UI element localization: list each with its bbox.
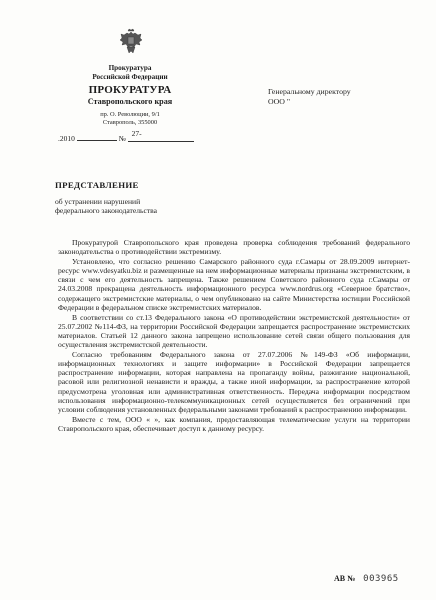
document-subject [55,197,157,216]
number-prefix: № [118,134,126,143]
addressee-block [268,87,351,106]
addressee-line1: Генеральному директору [268,87,351,96]
body-paragraph-1: Прокуратурой Ставропольского края проведена проверка соблюдения требований федерального законодательства о противодействии экстремизму. [58,238,410,257]
date-number-row [58,129,194,143]
org-name-line2: Российской Федерации [92,73,168,81]
addressee-line2: ООО " [268,96,291,106]
form-number: 003965 [363,574,399,584]
document-body [58,238,410,434]
number-underline [128,129,194,142]
date-underline [77,133,117,141]
address-line1: пр. О. Революции, 9/1 [100,111,160,118]
coat-of-arms-emblem-icon [118,28,144,58]
address-line2: Ставрополь, 355000 [102,119,158,126]
body-paragraph-5: Вместе с тем, ООО « », как компания, предоставляющая телематические услуги на территории Ставропольского края, обеспечивает доступ к данному ресурсу. [58,414,410,433]
number-value: 27- [131,129,142,138]
subject-line1: об устранении нарушений [55,197,141,206]
subject-line2: федерального законодательства [55,206,158,216]
body-paragraph-2: Установлено, что согласно решению Самарского районного суда г.Самары от 28.09.2009 интернет-ресурс www.vdesyatku.biz и размещенные на нем информационные материалы признаны экстремистским, в связи с чем его деятельность запрещена. Также решением Советского районного суда г.Самары от 24.03.2008 прекращена деятельность информационного ресурса www.nordrus.org «Северное братство», содержащего экстремистские материалы, о чем опубликовано на сайте Министерства юстиции Российской Федерации в федеральном списке экстремистских материалов. [58,257,410,312]
org-name-line1: Прокуратура [108,64,152,72]
body-paragraph-4: Согласно требованиям Федерального закона от 27.07.2006 №149-ФЗ «Об информации, информационных технологиях и защите информации» в Российской Федерации запрещается распространение информации, которая направлена на пропаганду войны, разжигание национальной, расовой или религиозной ненависти и вражды, а также иной информации, за распространение которой предусмотрена уголовная или административная ответственность. Передача информации посредством использования информационно-телекоммуникационных сетей осуществляется без ограничений при условии соблюдения установленных федеральными законами требований к распространению информации. [58,350,410,414]
form-serial [334,574,399,584]
body-paragraph-3: В соответствии со ст.13 Федерального закона «О противодействии экстремистской деятельности» от 25.07.2002 №114-ФЗ, на территории Российской Федерации запрещается распространение экстремистских материалов. Статьей 12 данного закона запрещено использование сетей связи общего пользования для осуществления экстремистской деятельности. [58,312,410,350]
org-name-big: ПРОКУРАТУРА [88,84,172,96]
form-series: АВ № [334,574,356,583]
date-text: .2010 [58,134,75,143]
org-region: Ставропольского края [87,97,173,106]
document-title: ПРЕДСТАВЛЕНИЕ [55,180,139,190]
